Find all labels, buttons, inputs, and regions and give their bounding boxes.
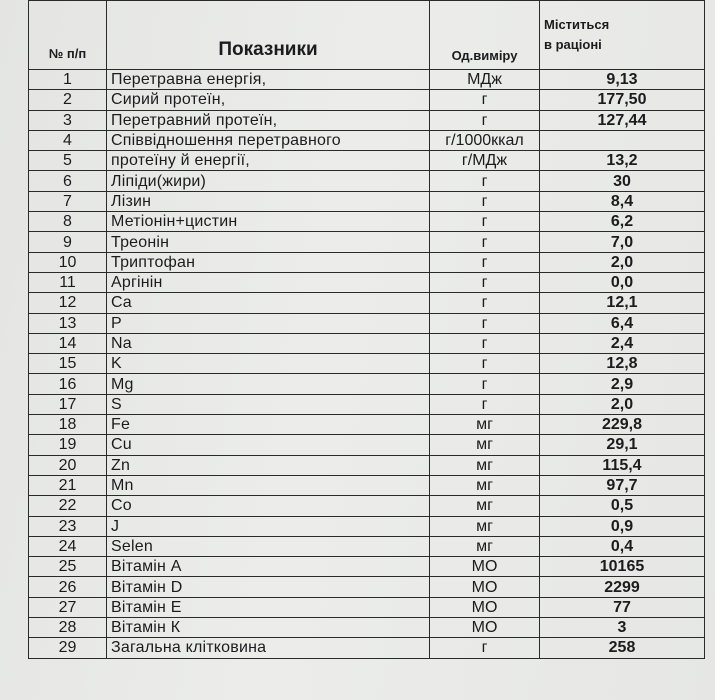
header-value [540, 1, 705, 70]
row-number: 14 [29, 333, 107, 353]
table-row [29, 577, 705, 597]
row-unit: г [430, 232, 540, 252]
table-row [29, 597, 705, 617]
row-indicator: Вітамін Е [107, 597, 430, 617]
row-indicator: Selen [107, 536, 430, 556]
row-number: 4 [29, 130, 107, 150]
row-unit: г [430, 293, 540, 313]
row-number: 28 [29, 618, 107, 638]
row-unit: г [430, 354, 540, 374]
row-unit: мг [430, 475, 540, 495]
row-value: 2,9 [540, 374, 705, 394]
row-indicator: Zn [107, 455, 430, 475]
header-num: № п/п [29, 1, 107, 70]
row-number: 27 [29, 597, 107, 617]
row-value: 9,13 [540, 70, 705, 90]
row-value: 0,9 [540, 516, 705, 536]
row-indicator: Загальна клітковина [107, 638, 430, 658]
row-indicator: Na [107, 333, 430, 353]
row-unit: г/1000ккал [430, 130, 540, 150]
table-row [29, 130, 705, 150]
table-row [29, 496, 705, 516]
row-value: 3 [540, 618, 705, 638]
row-value: 8,4 [540, 191, 705, 211]
row-indicator: Mg [107, 374, 430, 394]
row-indicator: Перетравний протеїн, [107, 110, 430, 130]
row-indicator: Вітамін К [107, 618, 430, 638]
row-unit: мг [430, 455, 540, 475]
header-indicator: Показники [107, 1, 430, 70]
row-unit: г [430, 272, 540, 292]
row-indicator: K [107, 354, 430, 374]
table-row [29, 638, 705, 658]
row-unit: МО [430, 597, 540, 617]
row-value: 77 [540, 597, 705, 617]
table-row [29, 333, 705, 353]
row-indicator: Вітамін А [107, 557, 430, 577]
row-number: 2 [29, 90, 107, 110]
row-unit: г [430, 90, 540, 110]
row-indicator: Co [107, 496, 430, 516]
row-unit: МО [430, 577, 540, 597]
row-value [540, 130, 705, 150]
row-number: 19 [29, 435, 107, 455]
row-unit: г [430, 313, 540, 333]
table-row [29, 415, 705, 435]
row-number: 5 [29, 151, 107, 171]
row-unit: мг [430, 415, 540, 435]
row-indicator: Перетравна енергія, [107, 70, 430, 90]
header-value-line2: в раціоні [544, 37, 602, 52]
row-unit: г [430, 374, 540, 394]
row-value: 13,2 [540, 151, 705, 171]
row-unit: мг [430, 536, 540, 556]
row-number: 10 [29, 252, 107, 272]
table-row [29, 475, 705, 495]
row-number: 6 [29, 171, 107, 191]
table-row [29, 171, 705, 191]
table-row [29, 374, 705, 394]
table-row [29, 272, 705, 292]
row-unit: г/МДж [430, 151, 540, 171]
row-unit: г [430, 333, 540, 353]
row-number: 29 [29, 638, 107, 658]
row-indicator: Fe [107, 415, 430, 435]
row-value: 258 [540, 638, 705, 658]
row-number: 9 [29, 232, 107, 252]
table-row [29, 618, 705, 638]
table-row [29, 110, 705, 130]
row-indicator: Mn [107, 475, 430, 495]
table-row [29, 90, 705, 110]
row-value: 115,4 [540, 455, 705, 475]
row-unit: МДж [430, 70, 540, 90]
header-row [29, 1, 705, 70]
row-indicator: Ca [107, 293, 430, 313]
table-row [29, 293, 705, 313]
table-row [29, 394, 705, 414]
row-unit: мг [430, 496, 540, 516]
row-unit: г [430, 212, 540, 232]
row-value: 0,0 [540, 272, 705, 292]
ration-table [28, 0, 705, 659]
row-number: 24 [29, 536, 107, 556]
row-number: 25 [29, 557, 107, 577]
table-row [29, 455, 705, 475]
row-number: 23 [29, 516, 107, 536]
table-row [29, 252, 705, 272]
table-row [29, 354, 705, 374]
row-indicator: S [107, 394, 430, 414]
row-number: 7 [29, 191, 107, 211]
row-unit: мг [430, 516, 540, 536]
table-row [29, 435, 705, 455]
row-number: 16 [29, 374, 107, 394]
table-row [29, 212, 705, 232]
row-number: 11 [29, 272, 107, 292]
row-value: 2,0 [540, 394, 705, 414]
row-value: 12,8 [540, 354, 705, 374]
row-unit: мг [430, 435, 540, 455]
row-value: 29,1 [540, 435, 705, 455]
row-unit: г [430, 110, 540, 130]
row-unit: г [430, 252, 540, 272]
row-number: 17 [29, 394, 107, 414]
row-indicator: Вітамін D [107, 577, 430, 597]
row-indicator: Сирий протеїн, [107, 90, 430, 110]
row-unit: г [430, 394, 540, 414]
row-number: 21 [29, 475, 107, 495]
row-number: 18 [29, 415, 107, 435]
row-value: 177,50 [540, 90, 705, 110]
row-value: 7,0 [540, 232, 705, 252]
row-value: 2,4 [540, 333, 705, 353]
row-indicator: P [107, 313, 430, 333]
row-value: 2299 [540, 577, 705, 597]
table-row [29, 70, 705, 90]
row-number: 20 [29, 455, 107, 475]
row-value: 30 [540, 171, 705, 191]
row-number: 8 [29, 212, 107, 232]
row-indicator: Лізин [107, 191, 430, 211]
row-unit: г [430, 171, 540, 191]
row-indicator: Співвідношення перетравного [107, 130, 430, 150]
row-unit: МО [430, 557, 540, 577]
row-unit: МО [430, 618, 540, 638]
header-value-line1: Міститься [544, 17, 610, 32]
row-indicator: протеїну й енергії, [107, 151, 430, 171]
row-number: 15 [29, 354, 107, 374]
table-row [29, 536, 705, 556]
row-value: 2,0 [540, 252, 705, 272]
table-row [29, 557, 705, 577]
row-value: 10165 [540, 557, 705, 577]
row-value: 229,8 [540, 415, 705, 435]
row-value: 0,4 [540, 536, 705, 556]
row-unit: г [430, 638, 540, 658]
row-indicator: Аргінін [107, 272, 430, 292]
table-row [29, 516, 705, 536]
table-row [29, 313, 705, 333]
table-body [29, 70, 705, 659]
row-value: 127,44 [540, 110, 705, 130]
table-row [29, 151, 705, 171]
row-value: 0,5 [540, 496, 705, 516]
row-indicator: Cu [107, 435, 430, 455]
row-indicator: Треонін [107, 232, 430, 252]
row-indicator: Ліпіди(жири) [107, 171, 430, 191]
table-row [29, 191, 705, 211]
row-value: 97,7 [540, 475, 705, 495]
row-unit: г [430, 191, 540, 211]
row-indicator: J [107, 516, 430, 536]
row-indicator: Триптофан [107, 252, 430, 272]
row-value: 6,2 [540, 212, 705, 232]
row-number: 22 [29, 496, 107, 516]
row-number: 3 [29, 110, 107, 130]
row-number: 1 [29, 70, 107, 90]
row-number: 13 [29, 313, 107, 333]
row-number: 12 [29, 293, 107, 313]
row-value: 12,1 [540, 293, 705, 313]
row-value: 6,4 [540, 313, 705, 333]
header-unit: Од.виміру [430, 1, 540, 70]
row-indicator: Метіонін+цистин [107, 212, 430, 232]
row-number: 26 [29, 577, 107, 597]
table-row [29, 232, 705, 252]
